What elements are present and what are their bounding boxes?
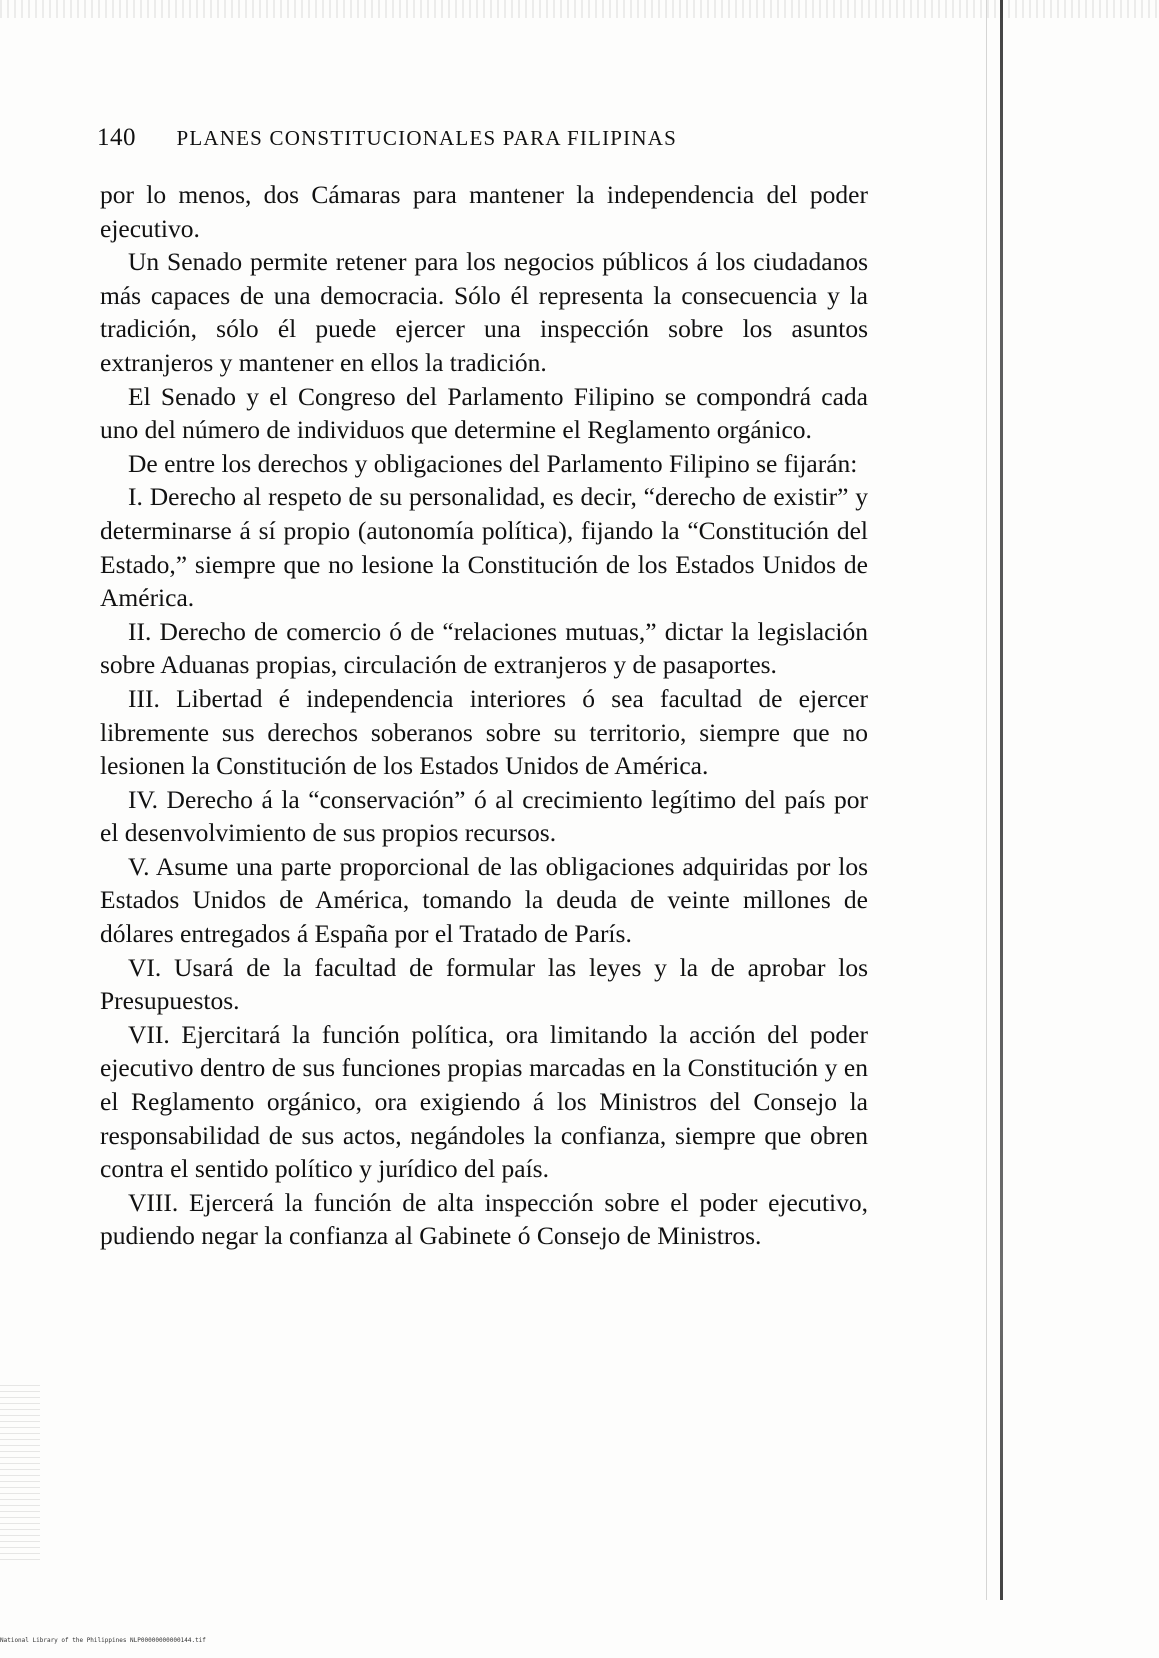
list-item-iii: III. Libertad é independencia interiores ó sea facultad de ejercer libremente sus derechos soberanos sobre su territorio, siempre que no lesionen la Constitución de los Estados Unidos de América. bbox=[100, 683, 868, 781]
paragraph: De entre los derechos y obligaciones del Parlamento Filipino se fijarán: bbox=[128, 448, 858, 478]
list-item-v: V. Asume una parte proporcional de las obligaciones adquiridas por los Estados Unidos de América, tomando la deuda de veinte millones de dólares entregados á España por el Tratado de París. bbox=[100, 851, 868, 949]
list-item-ii: II. Derecho de comercio ó de “relaciones mutuas,” dictar la legislación sobre Aduanas propias, circulación de extranjeros y de pasaportes. bbox=[100, 616, 868, 680]
page-number: 140 bbox=[97, 124, 136, 151]
list-item-i: I. Derecho al respeto de su personalidad, es decir, “derecho de existir” y determinarse á sí propio (autonomía política), fijando la “Constitución del Estado,” siempre que no lesione la Constitución de los Estados Unidos de América. bbox=[100, 482, 868, 613]
list-item-iv: IV. Derecho á la “conservación” ó al crecimiento legítimo del país por el desenvolvimiento de sus propios recursos. bbox=[100, 784, 868, 848]
running-title: PLANES CONSTITUCIONALES PARA FILIPINAS bbox=[176, 126, 677, 150]
body-text bbox=[100, 178, 868, 1253]
list-item-vi: VI. Usará de la facultad de formular las leyes y la de aprobar los Presupuestos. bbox=[100, 952, 868, 1016]
scan-footer-stamp: National Library of the Philippines NLP00000000000144.tif bbox=[0, 1637, 206, 1644]
scan-noise-left bbox=[0, 1380, 40, 1560]
paragraph: Un Senado permite retener para los negocios públicos á los ciudadanos más capaces de una democracia. Sólo él representa la consecuencia y la tradición, sólo él puede ejercer una inspección sobre los asuntos extranjeros y mantener en ellos la tradición. bbox=[100, 247, 868, 377]
list-item-vii: VII. Ejercitará la función política, ora limitando la acción del poder ejecutivo dentro de sus funciones propias marcadas en la Constitución y en el Reglamento orgánico, ora exigiendo á los Ministros del Consejo la responsabilidad de sus actos, negándoles la confianza, siempre que obren contra el sentido político y jurídico del país. bbox=[100, 1019, 868, 1184]
page-edge-shadow bbox=[986, 0, 987, 1600]
page-header bbox=[97, 124, 857, 164]
paragraph: El Senado y el Congreso del Parlamento Filipino se compondrá cada uno del número de individuos que determine el Reglamento orgánico. bbox=[100, 381, 868, 445]
paragraph-continuation: por lo menos, dos Cámaras para mantener la independencia del poder ejecutivo. bbox=[100, 180, 868, 243]
list-item-viii: VIII. Ejercerá la función de alta inspección sobre el poder ejecutivo, pudiendo negar la confianza al Gabinete ó Consejo de Ministros. bbox=[100, 1187, 868, 1251]
page-edge-line bbox=[1000, 0, 1003, 1600]
